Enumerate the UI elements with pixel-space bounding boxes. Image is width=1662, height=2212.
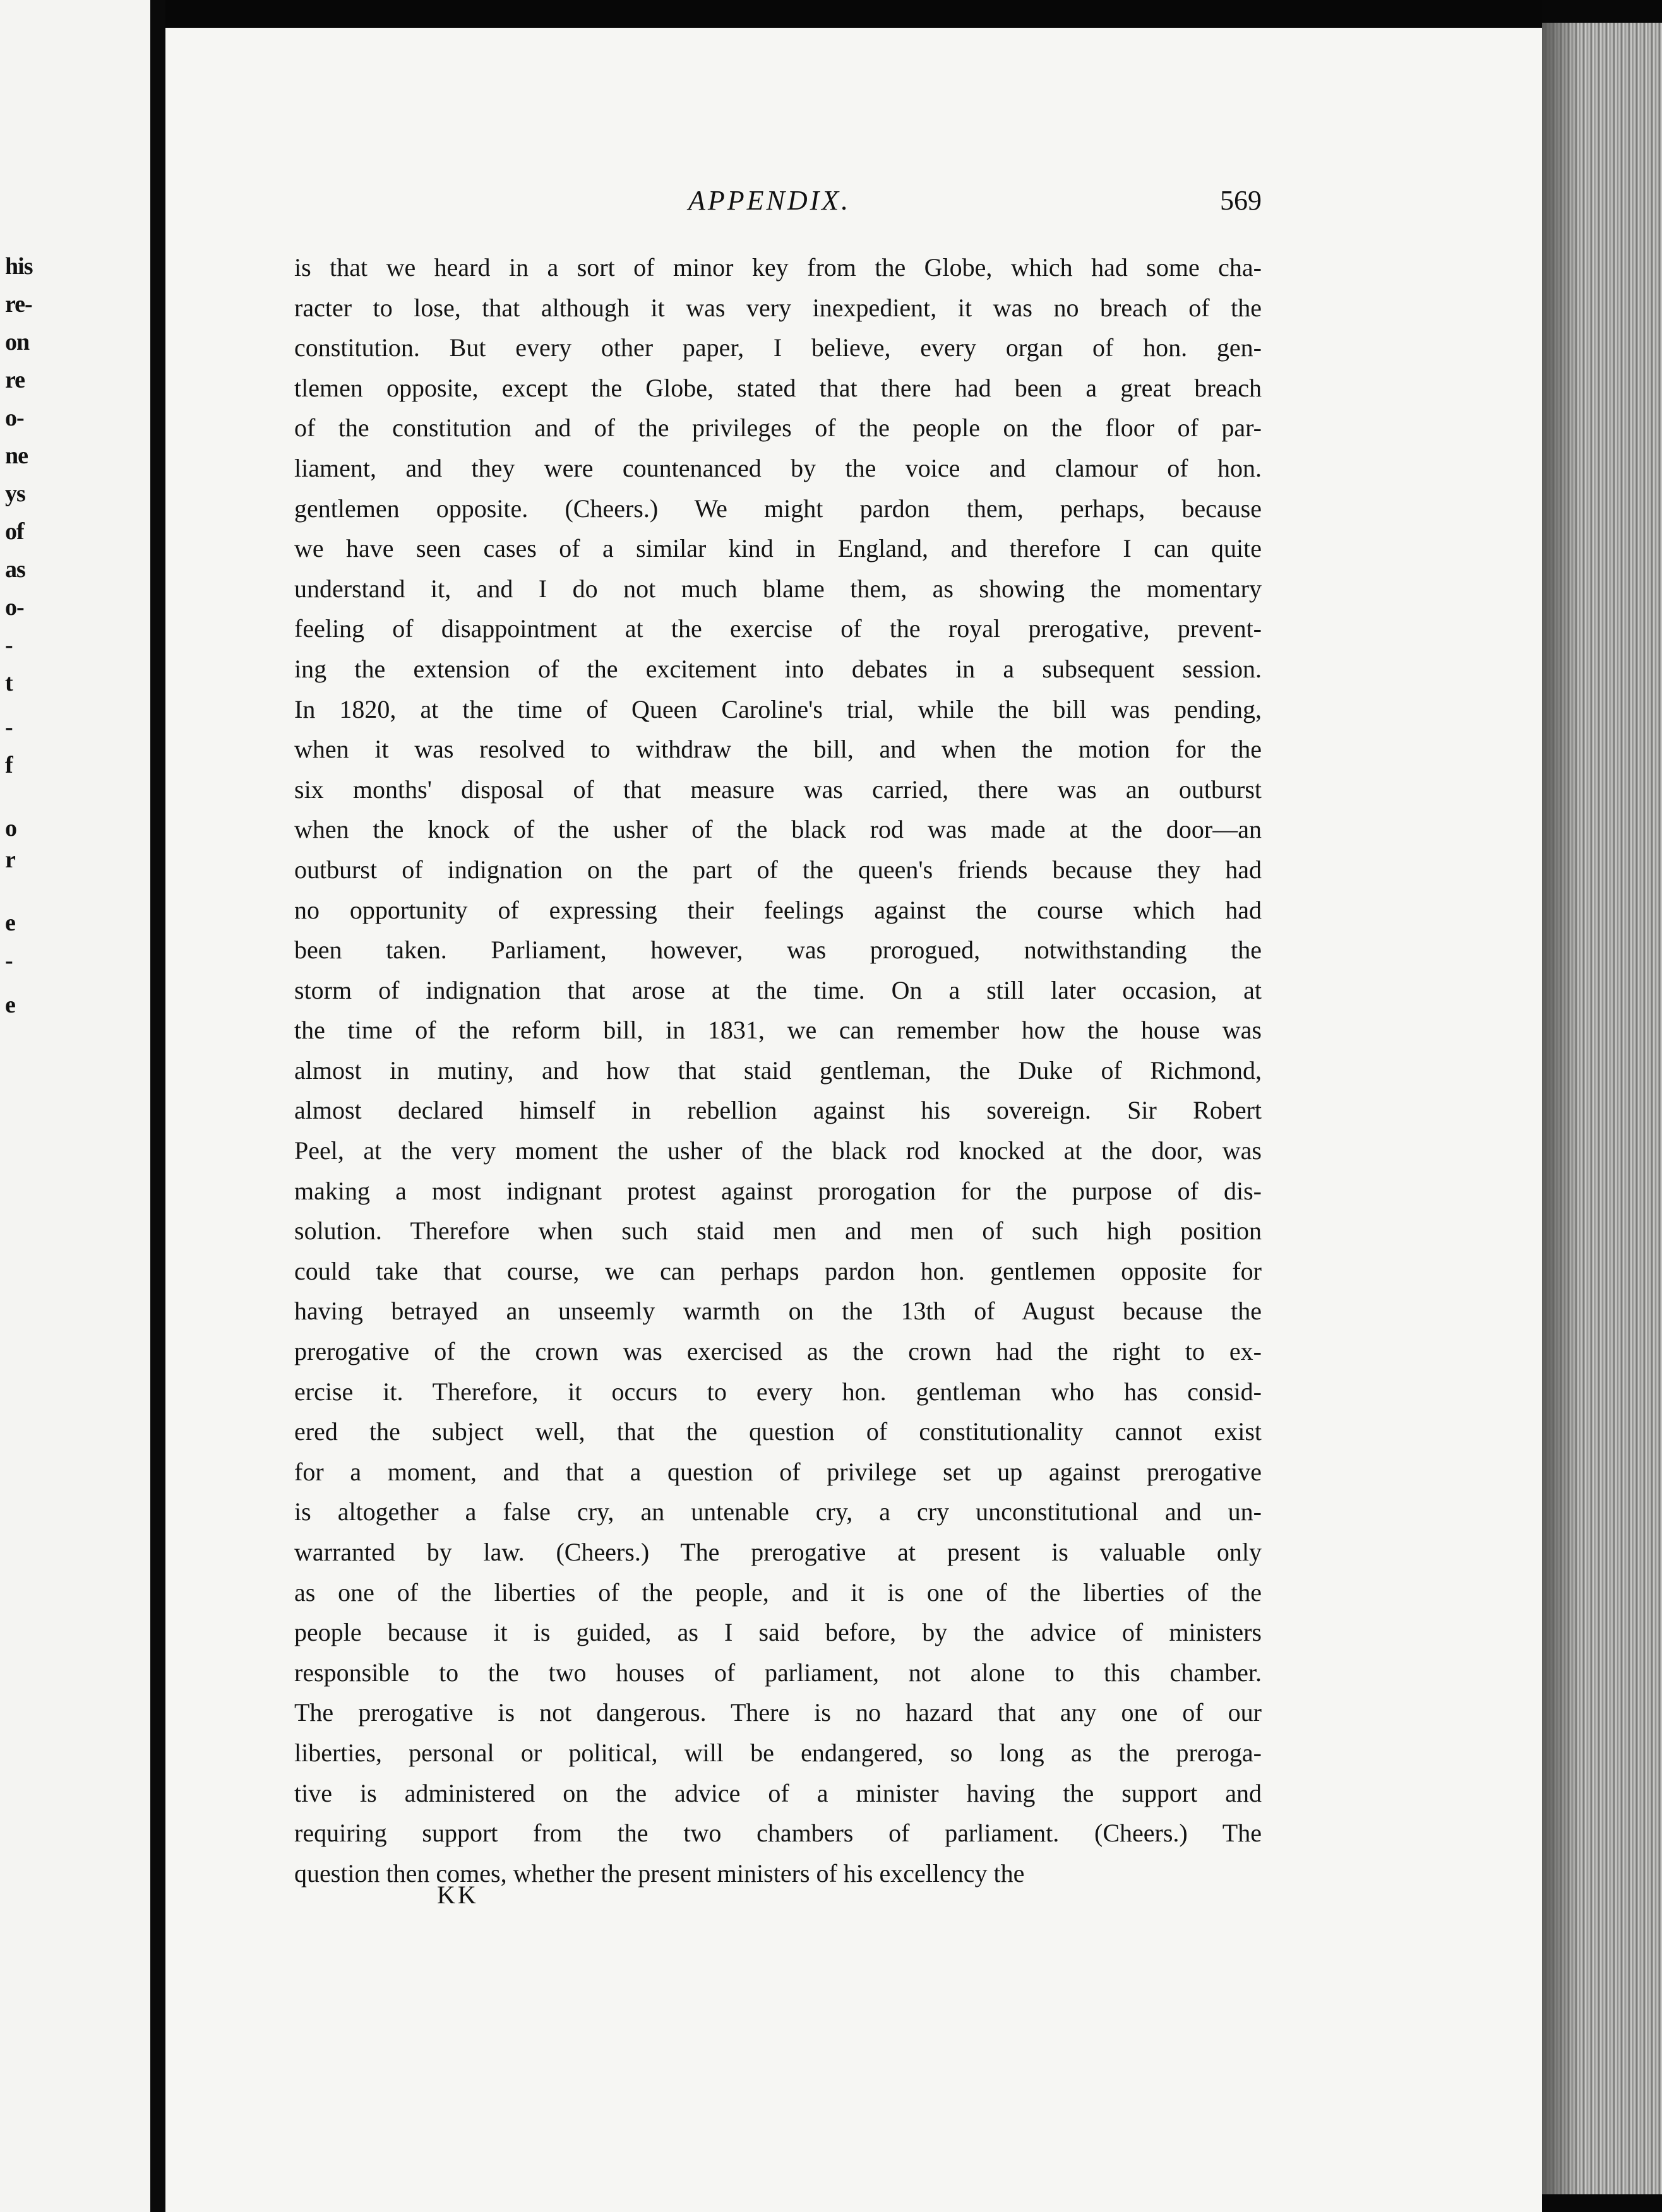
text-line: ercise it. Therefore, it occurs to every hon. gentleman who has consid- xyxy=(294,1377,1262,1406)
text-line: feeling of disappointment at the exercise of the royal prerogative, prevent- xyxy=(294,614,1262,643)
text-line: ing the extension of the excitement into debates in a subsequent session. xyxy=(294,654,1262,683)
text-line: making a most indignant protest against prorogation for the purpose of dis- xyxy=(294,1176,1262,1205)
text-line: solution. Therefore when such staid men and men of such high position xyxy=(294,1216,1262,1246)
body-text xyxy=(294,247,1262,1893)
text-line: is altogether a false cry, an untenable cry, a cry unconstitutional and un- xyxy=(294,1497,1262,1526)
left-page-fragment: e xyxy=(5,910,15,936)
page-header xyxy=(688,184,1262,222)
text-line: the time of the reform bill, in 1831, we can remember how the house was xyxy=(294,1016,1262,1045)
left-page-fragment: e xyxy=(5,992,15,1018)
text-line: of the constitution and of the privileges of the people on the floor of par- xyxy=(294,413,1262,443)
text-line: tlemen opposite, except the Globe, stated that there had been a great breach xyxy=(294,373,1262,402)
left-page-fragment: re xyxy=(5,367,25,393)
text-line: requiring support from the two chambers of parliament. (Cheers.) The xyxy=(294,1819,1262,1848)
text-line: ered the subject well, that the question of constitutionality cannot exist xyxy=(294,1417,1262,1446)
text-line: prerogative of the crown was exercised as the crown had the right to ex- xyxy=(294,1337,1262,1366)
left-page-fragment: as xyxy=(5,556,25,583)
text-line: is that we heard in a sort of minor key from the Globe, which had some cha- xyxy=(294,253,1262,282)
text-line: gentlemen opposite. (Cheers.) We might pardon them, perhaps, because xyxy=(294,494,1262,523)
text-line: understand it, and I do not much blame them, as showing the momentary xyxy=(294,574,1262,603)
text-line: constitution. But every other paper, I believe, every organ of hon. gen- xyxy=(294,333,1262,362)
text-line: liament, and they were countenanced by the voice and clamour of hon. xyxy=(294,453,1262,482)
text-line: when the knock of the usher of the black rod was made at the door—an xyxy=(294,815,1262,844)
text-line: six months' disposal of that measure was carried, there was an outburst xyxy=(294,775,1262,804)
text-line: storm of indignation that arose at the time. On a still later occasion, at xyxy=(294,975,1262,1004)
left-page-fragment: - xyxy=(5,632,13,658)
text-line: In 1820, at the time of Queen Caroline's trial, while the bill was pending, xyxy=(294,694,1262,723)
left-page-fragment: re- xyxy=(5,291,32,318)
text-line: warranted by law. (Cheers.) The prerogative at present is valuable only xyxy=(294,1538,1262,1566)
left-page-fragment: t xyxy=(5,670,13,696)
page-block-edges xyxy=(1542,23,1662,2194)
text-line: question then comes, whether the present ministers of his excellency the xyxy=(294,1858,1025,1888)
left-page-fragment: ys xyxy=(5,480,25,507)
text-line: liberties, personal or political, will be endangered, so long as the preroga- xyxy=(294,1738,1262,1767)
signature-mark: KK xyxy=(437,1881,479,1909)
text-line: for a moment, and that a question of privilege set up against prerogative xyxy=(294,1457,1262,1486)
left-page-fragment: of xyxy=(5,518,24,545)
left-page-fragment: f xyxy=(5,752,13,778)
left-page-fragment: ne xyxy=(5,443,28,469)
running-head: APPENDIX. xyxy=(688,185,851,216)
text-line: almost declared himself in rebellion against his sovereign. Sir Robert xyxy=(294,1096,1262,1125)
left-page-fragment: o- xyxy=(5,594,24,621)
left-page-fragment: - xyxy=(5,948,13,974)
text-line: Peel, at the very moment the usher of the black rod knocked at the door, was xyxy=(294,1136,1262,1165)
text-line: outburst of indignation on the part of the queen's friends because they had xyxy=(294,855,1262,884)
left-page-fragment: r xyxy=(5,847,15,873)
text-line: people because it is guided, as I said before, by the advice of ministers xyxy=(294,1618,1262,1647)
book-gutter xyxy=(150,0,167,2212)
left-page-fragment: - xyxy=(5,714,13,740)
text-line: been taken. Parliament, however, was prorogued, notwithstanding the xyxy=(294,936,1262,965)
left-page-fragment: on xyxy=(5,329,30,355)
text-line: racter to lose, that although it was very inexpedient, it was no breach of the xyxy=(294,293,1262,322)
text-line: no opportunity of expressing their feelings against the course which had xyxy=(294,895,1262,924)
left-page-margin xyxy=(0,0,150,2212)
text-line: when it was resolved to withdraw the bill, and when the motion for the xyxy=(294,735,1262,764)
text-line: almost in mutiny, and how that staid gentleman, the Duke of Richmond, xyxy=(294,1055,1262,1085)
text-line: The prerogative is not dangerous. There is no hazard that any one of our xyxy=(294,1698,1262,1727)
text-line: could take that course, we can perhaps pardon hon. gentlemen opposite for xyxy=(294,1256,1262,1285)
left-page-fragment: o- xyxy=(5,405,24,431)
left-page-fragment: o xyxy=(5,815,16,841)
scan-top-edge xyxy=(165,0,1542,28)
text-line: we have seen cases of a similar kind in England, and therefore I can quite xyxy=(294,534,1262,563)
text-line: having betrayed an unseemly warmth on the 13th of August because the xyxy=(294,1297,1262,1326)
page-number: 569 xyxy=(1220,185,1262,216)
text-line: responsible to the two houses of parliament, not alone to this chamber. xyxy=(294,1658,1262,1687)
left-page-fragment: his xyxy=(5,253,33,280)
text-line: as one of the liberties of the people, and it is one of the liberties of the xyxy=(294,1578,1262,1607)
text-line: tive is administered on the advice of a minister having the support and xyxy=(294,1778,1262,1807)
